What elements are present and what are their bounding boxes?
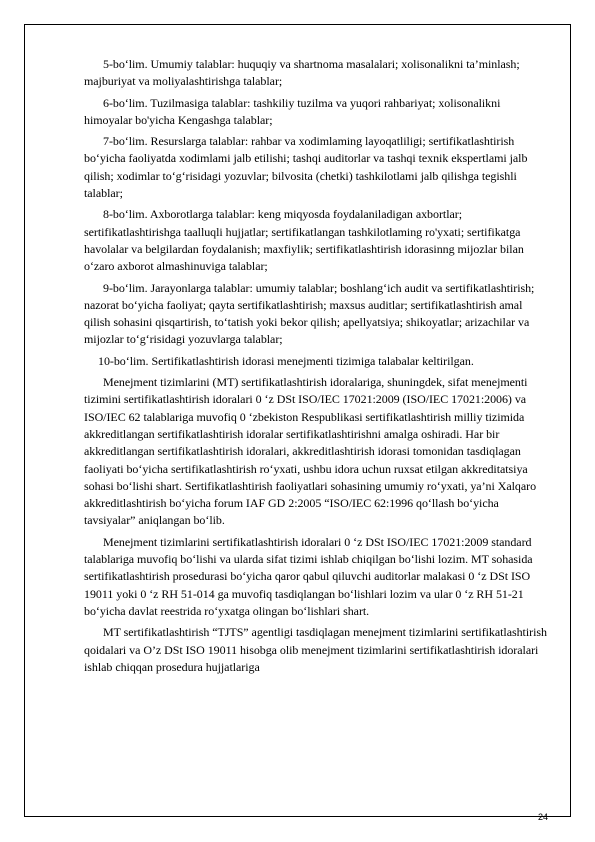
paragraph-section-5: 5-bo‘lim. Umumiy talablar: huquqiy va shartnoma masalalari; xolisonalikni ta’minlash; majburiyat va moliyalashtirishga talablar; [84,57,520,89]
page-number: 24 [538,812,549,822]
paragraph-mt-certification: Menejment tizimlarini (MT) sertifikatlashtirish idoralariga, shuningdek, sifat menejmenti tizimini sertifikatlashtirish idoralari 0 ‘z DSt ISO/IEC 17021:2009 (ISO/IEC 17021:2006) va ISO/IEC 62 talablariga muvofiq 0 ‘zbekiston Respublikasi sertifikatlashtirish milliy tizimida akkreditlangan sertifikatlashtirish idoralar sertifikatlashtirishni amalga oshiradi. Har bir akkreditlangan sertifikatlashtirish idoralari, akkreditlashtirish idorasi tomonidan tasdiqlagan faoliyati bo‘yicha sertifikatlashtirish ro‘yxati, ushbu idora uchun ruxsat etilgan akkreditatsiya sohasi bo‘lishi shart. Sertifikatlashtirish faoliyatlari sohasining umumiy ro‘yxati, ya’ni Xalqaro akkreditlashtirish bo‘yicha forum IAF GD 2:2005 “ISO/IEC 62:1996 qo‘llash bo‘yicha tavsiyalar” aniqlangan bo‘lib. [84,375,537,528]
paragraph-section-9: 9-bo‘lim. Jarayonlarga talablar: umumiy talablar; boshlang‘ich audit va sertifikatlashtirish; nazorat bo‘yicha faoliyat; qayta sertifikatlashtirish; maxsus auditlar; sertifikatlashtirish amal qilish sohasini qisqartirish, to‘tatish yoki bekor qilish; apellyatsiya; shikoyatlar; arizachilar va mijozlar to‘g‘risidagi yozuvlarga talablar; [84,280,535,347]
paragraph-section-10: 10-bo‘lim. Sertifikatlashtirish idorasi menejmenti tizimiga talabalar keltirilgan. [98,353,474,368]
paragraph-section-7: 7-bo‘lim. Resurslarga talablar: rahbar va xodimlaming layoqatliligi; sertifikatlashtirish bo‘yicha faoliyatda xodimlami jalb etilishi; tashqi auditorlar va tashqi texnik ekspertlami jalb qilish; xodimlar to‘g‘risidagi yozuvlar; bilvosita (chetki) tashkilotlami jalb qilishga tegishli talablar; [84,134,528,201]
document-body [84,56,548,680]
paragraph-mt-requirements: Menejment tizimlarini sertifikatlashtirish idoralari 0 ‘z DSt ISO/IEC 17021:2009 standard talablariga muvofiq bo‘lishi va ularda sifat tizimi ishlab chiqilgan bo‘lishi lozim. MT sohasida sertifikatlashtirish prosedurasi bo‘yicha qaror qabul qiluvchi auditorlar malakasi 0 ‘z DSt ISO 19011 yoki 0 ‘z RH 51-014 ga muvofiq tasdiqlangan bo‘lishlari lozim va ular 0 ‘z RH 51-21 bo‘yicha davlat reestrida ro‘yxatga olingan bo‘lishlari shart. [84,534,533,618]
paragraph-section-8: 8-bo‘lim. Axborotlarga talablar: keng miqyosda foydalaniladigan axbortlar; sertifikatlashtirishga taalluqli hujjatlar; sertifikatlangan tashkilotlaming ro'yxati; sertifikatga havolalar va belgilardan foydalanish; maxfiylik; sertifikatlashtirish idorasinng mijozlar bilan o‘zaro axborot almashinuviga talablar; [84,207,524,274]
paragraph-section-6: 6-bo‘lim. Tuzilmasiga talablar: tashkiliy tuzilma va yuqori rahbariyat; xolisonalikni himoyalar bo'yicha Kengashga talablar; [84,95,501,127]
paragraph-tjts-agency: MT sertifikatlashtirish “TJTS” agentligi tasdiqlagan menejment tizimlarini sertifikatlashtirish qoidalari va O’z DSt ISO 19011 hisobga olib menejment tizimlarini sertifikatlashtirish idoralari ishlab chiqqan prosedura hujjatlariga [84,625,547,674]
